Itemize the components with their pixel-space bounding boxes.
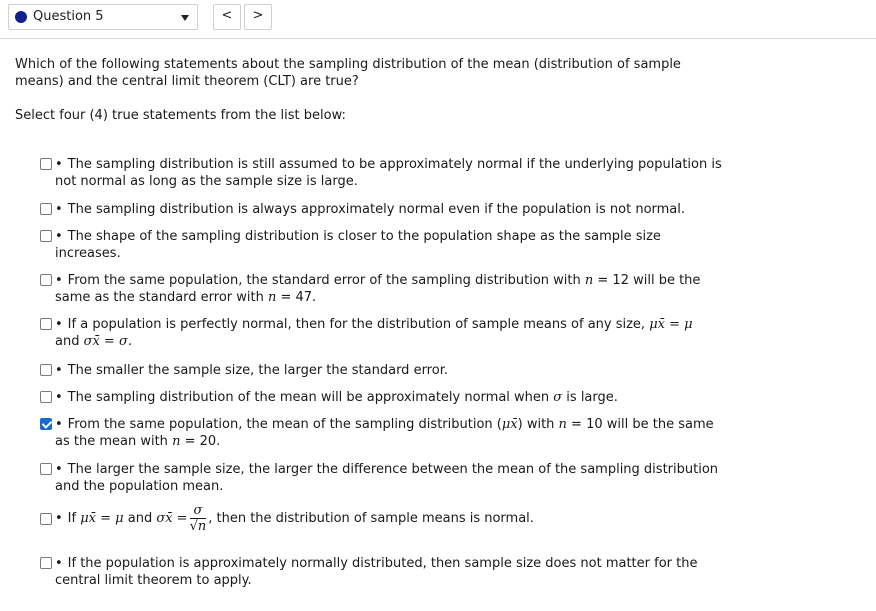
option-2-checkbox[interactable]	[40, 203, 52, 215]
question-text: Which of the following statements about the sampling distribution of the mean (distribution of sample means) and the central limit theorem (CLT) are true?	[15, 57, 681, 89]
option-3-checkbox[interactable]	[40, 230, 52, 242]
next-question-button[interactable]: >	[244, 4, 272, 30]
option-10-checkbox[interactable]	[40, 513, 52, 525]
previous-question-button[interactable]: <	[213, 4, 241, 30]
option-4-checkbox[interactable]	[40, 274, 52, 286]
option-1-text: The sampling distribution is still assumed to be approximately normal if the underlying population is not normal as long as the sample size is large.	[55, 157, 722, 189]
option-6-checkbox[interactable]	[40, 364, 52, 376]
option-9-text: The larger the sample size, the larger the difference between the mean of the sampling distribution and the population mean.	[55, 462, 719, 494]
option-6-text: The smaller the sample size, the larger the standard error.	[67, 363, 448, 378]
sigma-over-root-n-fraction: $\frac{\sigma}{√n}$	[189, 503, 207, 534]
option-1-checkbox[interactable]	[40, 158, 52, 170]
option-2-text: The sampling distribution is always approximately normal even if the population is not normal.	[67, 202, 686, 217]
option-5-checkbox[interactable]	[40, 318, 52, 330]
question-selector-label: Question 5	[33, 9, 104, 24]
option-11-checkbox[interactable]	[40, 557, 52, 569]
question-status-dot	[15, 11, 27, 23]
option-11-text: If the population is approximately normally distributed, then sample size does not matter for the central limit theorem to apply.	[55, 556, 698, 588]
option-9-checkbox[interactable]	[40, 463, 52, 475]
option-8-checkbox[interactable]	[40, 418, 52, 430]
option-3-text: The shape of the sampling distribution is closer to the population shape as the sample size increases.	[55, 229, 661, 261]
option-7-checkbox[interactable]	[40, 391, 52, 403]
question-instruction: Select four (4) true statements from the list below:	[15, 108, 346, 123]
caret-down-icon	[181, 15, 189, 21]
question-selector[interactable]	[8, 4, 198, 30]
question-navigation-bar	[0, 0, 876, 39]
